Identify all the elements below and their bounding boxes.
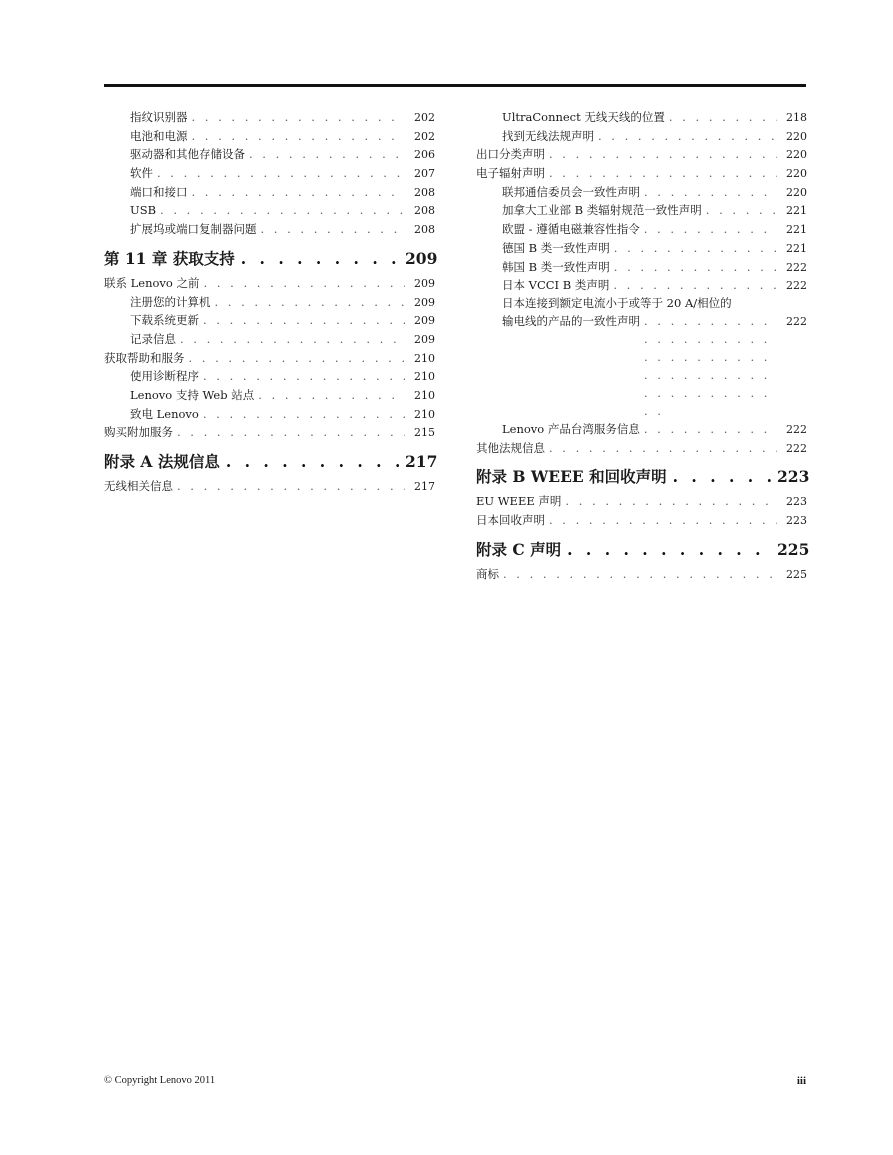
toc-entry-page: 209	[414, 314, 435, 328]
toc-entry-page: 222	[786, 441, 807, 455]
toc-entry-title: 记录信息	[130, 331, 176, 346]
toc-entry[interactable]	[104, 349, 435, 368]
toc-entry[interactable]	[476, 439, 807, 458]
dot-leader	[614, 258, 777, 277]
dot-leader	[669, 108, 777, 127]
toc-chapter-heading[interactable]	[104, 247, 438, 271]
dot-leader	[644, 220, 777, 239]
toc-chapter-title: 第 11 章 获取支持	[104, 248, 235, 268]
toc-chapter-page: 217	[405, 452, 438, 471]
toc-entry-title: 欧盟 - 遵循电磁兼容性指令	[502, 222, 640, 237]
toc-entry-title: 获取帮助和服务	[104, 350, 185, 365]
toc-entry-multiline[interactable]	[476, 295, 807, 420]
toc-entry-title: 加拿大工业部 B 类辐射规范一致性声明	[502, 203, 702, 218]
toc-entry-title: UltraConnect 无线天线的位置	[502, 110, 665, 124]
dot-leader	[613, 276, 777, 295]
dot-leader	[706, 201, 777, 220]
toc-entry-page: 215	[414, 426, 435, 440]
toc-entry[interactable]	[104, 367, 435, 386]
toc-entry-page: 222	[786, 422, 807, 436]
toc-left-column	[104, 108, 438, 496]
toc-chapter-title: 附录 C 声明	[476, 539, 562, 559]
toc-entry-page: 209	[414, 332, 435, 346]
toc-entry-title: 其他法规信息	[476, 440, 545, 455]
toc-entry-title: USB	[130, 203, 157, 218]
toc-entry[interactable]	[104, 108, 435, 127]
toc-entry[interactable]	[476, 201, 807, 220]
toc-entry-title: 软件	[130, 166, 153, 181]
toc-entry-page: 218	[786, 111, 807, 124]
copyright-notice: © Copyright Lenovo 2011	[104, 1075, 216, 1086]
toc-entry-title: 使用诊断程序	[130, 369, 199, 384]
toc-entry[interactable]	[476, 258, 807, 277]
toc-chapter-heading[interactable]	[104, 450, 438, 474]
toc-entry-page: 225	[786, 567, 807, 581]
toc-entry-page: 210	[414, 388, 435, 402]
toc-entry-page: 208	[414, 223, 435, 237]
dot-leader	[160, 201, 405, 220]
toc-entry[interactable]	[104, 127, 435, 146]
toc-entry[interactable]	[476, 183, 807, 202]
toc-entry-page: 220	[786, 129, 807, 143]
dot-leader	[203, 311, 405, 330]
toc-entry-page: 220	[786, 148, 807, 162]
dot-leader	[177, 477, 405, 496]
dot-leader	[673, 465, 771, 489]
toc-entry[interactable]	[104, 145, 435, 164]
toc-entry-title: 电池和电源	[130, 128, 188, 143]
dot-leader	[567, 538, 771, 562]
toc-entry-page: 210	[414, 370, 435, 384]
toc-entry[interactable]	[104, 274, 435, 293]
toc-entry-page: 202	[414, 129, 435, 143]
dot-leader	[189, 349, 406, 368]
toc-entry-page: 223	[786, 495, 807, 509]
toc-entry-page: 223	[786, 513, 807, 527]
toc-entry[interactable]	[104, 405, 435, 424]
toc-entry[interactable]	[104, 386, 435, 405]
toc-entry-title: Lenovo 产品台湾服务信息	[502, 421, 640, 436]
dot-leader	[549, 439, 777, 458]
dot-leader	[157, 164, 405, 183]
toc-entry-page: 208	[414, 204, 435, 218]
dot-leader	[192, 108, 406, 127]
dot-leader	[203, 405, 405, 424]
toc-chapter-page: 223	[777, 467, 810, 487]
toc-entry-title: 驱动器和其他存储设备	[130, 147, 245, 162]
toc-entry[interactable]	[104, 423, 435, 442]
toc-entry-page: 221	[786, 223, 807, 237]
toc-entry-title: 无线相关信息	[104, 479, 173, 493]
toc-entry-title: 注册您的计算机	[130, 294, 211, 309]
toc-entry[interactable]	[104, 293, 435, 312]
dot-leader	[180, 330, 405, 349]
toc-entry-page: 222	[786, 314, 807, 328]
dot-leader	[203, 367, 405, 386]
toc-entry-title-line2: 输电线的产品的一致性声明	[502, 313, 640, 328]
toc-entry-title: 日本回收声明	[476, 512, 545, 527]
dot-leader	[644, 420, 777, 439]
toc-entry-title: Lenovo 支持 Web 站点	[130, 387, 255, 402]
toc-entry-page: 220	[786, 185, 807, 199]
toc-entry-page: 208	[414, 185, 435, 199]
toc-entry-title: 德国 B 类一致性声明	[502, 240, 610, 255]
toc-entry[interactable]	[104, 311, 435, 330]
toc-entry-title: EU WEEE 声明	[476, 494, 562, 509]
toc-chapter-page: 225	[777, 539, 810, 559]
dot-leader	[549, 511, 777, 530]
toc-entry-title: 致电 Lenovo	[130, 406, 199, 421]
toc-entry[interactable]	[476, 145, 807, 164]
toc-entry-title: 找到无线法规声明	[502, 128, 594, 143]
toc-entry-page: 210	[414, 351, 435, 365]
toc-entry-title: 出口分类声明	[476, 147, 545, 162]
toc-entry[interactable]	[476, 108, 807, 127]
toc-entry-title: 端口和接口	[130, 184, 188, 199]
toc-right-column	[476, 108, 810, 583]
toc-entry-page: 209	[414, 276, 435, 290]
toc-entry-page: 210	[414, 407, 435, 421]
toc-chapter-heading[interactable]	[476, 465, 810, 489]
dot-leader	[258, 386, 405, 405]
toc-entry-title: 购买附加服务	[104, 425, 173, 440]
dot-leader	[644, 312, 777, 420]
dot-leader	[192, 127, 406, 146]
dot-leader	[644, 183, 777, 202]
toc-entry-page: 209	[414, 295, 435, 309]
toc-entry-page: 221	[786, 204, 807, 218]
toc-chapter-title: 附录 B WEEE 和回收声明	[476, 467, 667, 487]
toc-entry[interactable]	[476, 127, 807, 146]
toc-entry[interactable]	[104, 330, 435, 349]
toc-chapter-heading[interactable]	[476, 538, 810, 562]
toc-entry[interactable]	[476, 276, 807, 295]
dot-leader	[261, 220, 406, 239]
toc-entry[interactable]	[104, 220, 435, 239]
header-rule	[104, 84, 806, 87]
toc-entry-title: 电子辐射声明	[476, 166, 545, 181]
toc-entry-title: 下载系统更新	[130, 313, 199, 328]
toc-chapter-page: 209	[405, 248, 438, 268]
toc-entry-title: 联系 Lenovo 之前	[104, 275, 200, 290]
toc-entry[interactable]	[476, 511, 807, 530]
dot-leader	[177, 423, 405, 442]
toc-entry[interactable]	[476, 492, 807, 511]
toc-entry-page: 222	[786, 279, 807, 293]
dot-leader	[204, 274, 405, 293]
toc-entry-title: 日本 VCCI B 类声明	[502, 278, 610, 293]
toc-entry-page: 202	[414, 111, 435, 124]
toc-chapter-title: 附录 A 法规信息	[104, 452, 220, 471]
toc-entry[interactable]	[476, 220, 807, 239]
dot-leader	[549, 145, 777, 164]
toc-entry-page: 206	[414, 148, 435, 162]
dot-leader	[241, 247, 399, 271]
dot-leader	[549, 164, 777, 183]
dot-leader	[565, 492, 777, 511]
toc-entry[interactable]	[476, 239, 807, 258]
dot-leader	[503, 565, 777, 584]
toc-entry-title: 韩国 B 类一致性声明	[502, 259, 610, 274]
toc-entry-title: 商标	[476, 566, 499, 581]
toc-entry-page: 220	[786, 167, 807, 181]
dot-leader	[598, 127, 777, 146]
toc-entry-page: 207	[414, 167, 435, 181]
dot-leader	[226, 450, 399, 474]
dot-leader	[192, 183, 406, 202]
dot-leader	[614, 239, 777, 258]
dot-leader	[215, 293, 406, 312]
toc-entry-title: 扩展坞或端口复制器问题	[130, 222, 257, 237]
toc-entry[interactable]	[476, 420, 807, 439]
toc-entry-page: 221	[786, 241, 807, 255]
toc-entry-title: 指纹识别器	[130, 110, 188, 124]
toc-entry[interactable]	[476, 565, 807, 584]
toc-entry[interactable]	[104, 477, 435, 496]
toc-entry-page: 217	[414, 480, 435, 493]
toc-entry-page: 222	[786, 260, 807, 274]
toc-entry[interactable]	[104, 164, 435, 183]
dot-leader	[249, 145, 405, 164]
toc-entry[interactable]	[476, 164, 807, 183]
toc-entry-title: 联邦通信委员会一致性声明	[502, 184, 640, 199]
toc-entry[interactable]	[104, 183, 435, 202]
toc-entry[interactable]	[104, 201, 435, 220]
toc-entry-title-line1: 日本连接到额定电流小于或等于 20 A/相位的	[502, 295, 732, 310]
page-number: iii	[796, 1075, 806, 1087]
